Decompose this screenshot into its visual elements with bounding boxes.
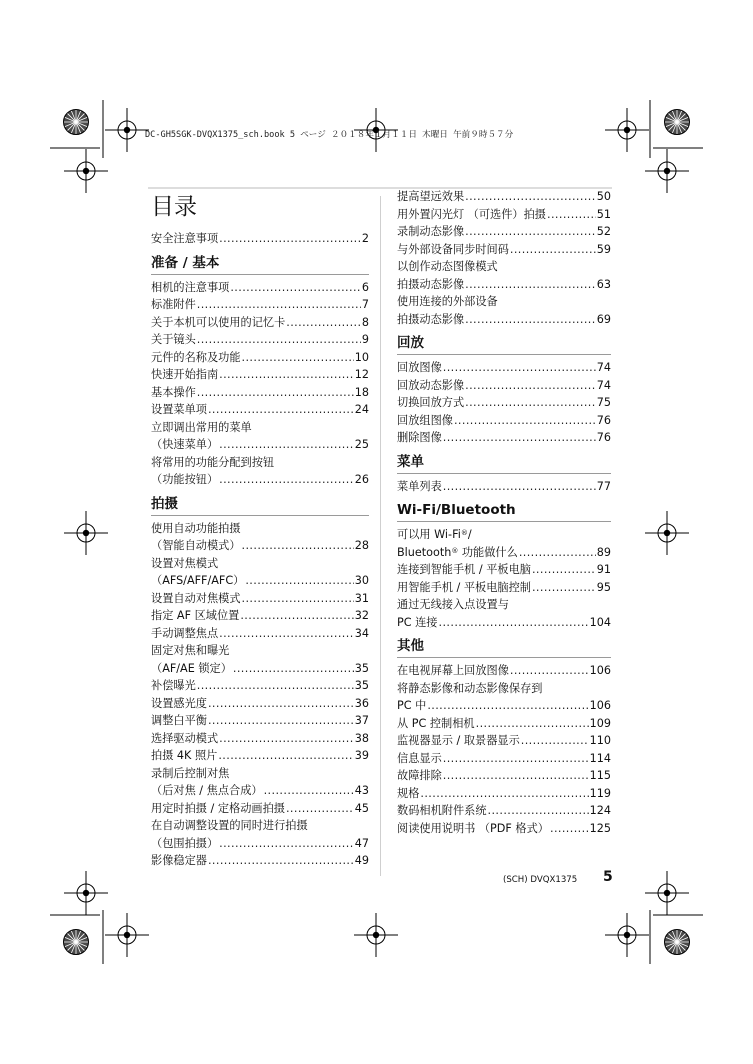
- toc-entry[interactable]: 用定时拍摄 / 定格动画拍摄 ..... 45: [151, 800, 369, 818]
- toc-entry[interactable]: PC 中 ..... 106: [397, 697, 611, 715]
- toc-entry[interactable]: 设置自动对焦模式 ..... 31: [151, 590, 369, 608]
- toc-entry[interactable]: 切换回放方式 ..... 75: [397, 394, 611, 412]
- toc-entry[interactable]: 调整白平衡 ..... 37: [151, 712, 369, 730]
- toc-entry[interactable]: 监视器显示 / 取景器显示 ..... 110: [397, 732, 611, 750]
- toc-entry[interactable]: 手动调整焦点 ..... 34: [151, 625, 369, 643]
- footer-document-code: (SCH) DVQX1375: [503, 875, 578, 885]
- toc-entry[interactable]: 与外部设备同步时间码 ..... 59: [397, 241, 611, 259]
- toc-entry[interactable]: 连接到智能手机 / 平板电脑 ..... 91: [397, 561, 611, 579]
- toc-entry[interactable]: 影像稳定器 ..... 49: [151, 852, 369, 870]
- toc-entry[interactable]: PC 连接 ..... 104: [397, 614, 611, 632]
- toc-entry[interactable]: 在电视屏幕上回放图像 ..... 106: [397, 662, 611, 680]
- toc-entry[interactable]: 从 PC 控制相机 ..... 109: [397, 715, 611, 733]
- toc-entry[interactable]: 菜单列表 ..... 77: [397, 478, 611, 496]
- toc-entry[interactable]: （快速菜单） ..... 25: [151, 436, 369, 454]
- section-heading-other: 其他: [397, 636, 611, 658]
- toc-entry[interactable]: 设置感光度 ..... 36: [151, 695, 369, 713]
- toc-entry[interactable]: 相机的注意事项 ..... 6: [151, 279, 369, 297]
- toc-entry-first-line[interactable]: 设置对焦模式: [151, 556, 219, 570]
- toc-entry-first-line[interactable]: 录制后控制对焦: [151, 766, 230, 780]
- section-heading-prep-basic: 准备 / 基本: [151, 253, 369, 275]
- toc-entry-first-line[interactable]: 使用自动功能拍摄: [151, 521, 241, 535]
- section-heading-playback: 回放: [397, 333, 611, 355]
- column-divider: [380, 196, 381, 876]
- toc-entry[interactable]: 用外置闪光灯 （可选件）拍摄 ..... 51: [397, 206, 611, 224]
- toc-entry[interactable]: 拍摄动态影像 ..... 63: [397, 276, 611, 294]
- toc-entry-first-line[interactable]: 以创作动态图像模式: [397, 260, 498, 273]
- toc-entry[interactable]: 选择驱动模式 ..... 38: [151, 730, 369, 748]
- toc-entry[interactable]: 设置菜单项 ..... 24: [151, 401, 369, 419]
- page-title: 目录: [151, 194, 197, 220]
- toc-entry[interactable]: （AFS/AFF/AFC） ..... 30: [151, 572, 369, 590]
- toc-entry[interactable]: 标准附件 ..... 7: [151, 296, 369, 314]
- toc-entry[interactable]: （后对焦 / 焦点合成） ..... 43: [151, 782, 369, 800]
- toc-entry-first-line[interactable]: 将常用的功能分配到按钮: [151, 455, 275, 469]
- toc-entry[interactable]: 基本操作 ..... 18: [151, 384, 369, 402]
- toc-entry[interactable]: 信息显示 ..... 114: [397, 750, 611, 768]
- section-heading-wifi-bluetooth: Wi-Fi/Bluetooth: [397, 500, 611, 522]
- toc-entry-first-line[interactable]: 将静态影像和动态影像保存到: [397, 681, 543, 695]
- toc-entry[interactable]: 数码相机附件系统 ..... 124: [397, 802, 611, 820]
- toc-entry[interactable]: 删除图像 ..... 76: [397, 429, 611, 447]
- toc-entry[interactable]: 回放图像 ..... 74: [397, 359, 611, 377]
- toc-entry-first-line[interactable]: 可以用 Wi-Fi®/: [397, 528, 472, 541]
- toc-entry[interactable]: 安全注意事项 ..... 2: [151, 230, 369, 248]
- toc-entry[interactable]: 关于镜头 ..... 9: [151, 331, 369, 349]
- toc-entry[interactable]: （功能按钮） ..... 26: [151, 471, 369, 489]
- toc-entry-first-line[interactable]: 在自动调整设置的同时进行拍摄: [151, 819, 308, 832]
- toc-left-column: [151, 188, 369, 870]
- section-heading-shooting: 拍摄: [151, 494, 369, 516]
- toc-entry-first-line[interactable]: 固定对焦和曝光: [151, 644, 230, 657]
- toc-entry[interactable]: 故障排除 ..... 115: [397, 767, 611, 785]
- toc-entry[interactable]: 拍摄 4K 照片 ..... 39: [151, 747, 369, 765]
- toc-entry-first-line[interactable]: 通过无线接入点设置与: [397, 598, 509, 611]
- toc-entry[interactable]: 阅读使用说明书 （PDF 格式） ..... 125: [397, 820, 611, 838]
- toc-entry[interactable]: （智能自动模式） ..... 28: [151, 537, 369, 555]
- toc-entry[interactable]: 快速开始指南 ..... 12: [151, 366, 369, 384]
- toc-entry-first-line[interactable]: 使用连接的外部设备: [397, 295, 498, 308]
- toc-entry[interactable]: 拍摄动态影像 ..... 69: [397, 311, 611, 329]
- toc-right-column: [397, 188, 611, 837]
- toc-entry[interactable]: 用智能手机 / 平板电脑控制 ..... 95: [397, 579, 611, 597]
- toc-entry[interactable]: 回放组图像 ..... 76: [397, 412, 611, 430]
- toc-entry-first-line[interactable]: 立即调出常用的菜单: [151, 420, 252, 434]
- toc-entry[interactable]: 关于本机可以使用的记忆卡 ..... 8: [151, 314, 369, 332]
- toc-entry[interactable]: 元件的名称及功能 ..... 10: [151, 349, 369, 367]
- toc-entry[interactable]: 回放动态影像 ..... 74: [397, 377, 611, 395]
- toc-entry[interactable]: 规格 ..... 119: [397, 785, 611, 803]
- footer-page-number: 5: [603, 869, 613, 885]
- toc-entry[interactable]: 录制动态影像 ..... 52: [397, 223, 611, 241]
- toc-entry[interactable]: （包围拍摄） ..... 47: [151, 835, 369, 853]
- toc-entry[interactable]: Bluetooth® 功能做什么 ..... 89: [397, 544, 611, 562]
- section-heading-menu: 菜单: [397, 452, 611, 474]
- toc-entry[interactable]: 提高望远效果 ..... 50: [397, 188, 611, 206]
- toc-entry[interactable]: 指定 AF 区域位置 ..... 32: [151, 607, 369, 625]
- toc-entry[interactable]: （AF/AE 锁定） ..... 35: [151, 660, 369, 678]
- print-header-line: DC-GH5SGK-DVQX1375_sch.book 5 ページ ２０１８年１月１１日 木曜日 午前９時５７分: [145, 130, 514, 140]
- toc-entry[interactable]: 补偿曝光 ..... 35: [151, 677, 369, 695]
